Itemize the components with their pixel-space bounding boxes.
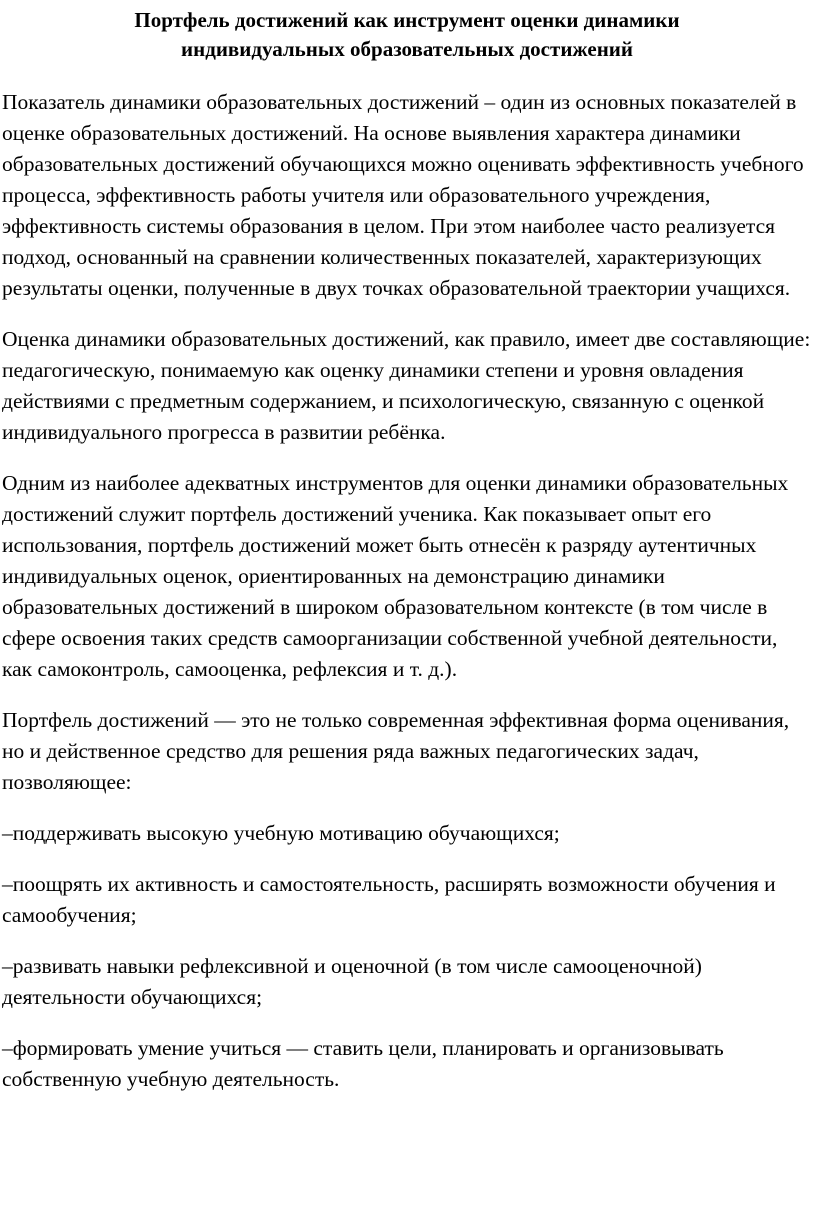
- list-item: –поощрять их активность и самостоятельность, расширять возможности обучения и самообучения;: [2, 872, 776, 927]
- paragraph-components: Оценка динамики образовательных достижений, как правило, имеет две составляющие: педагогическую, понимаемую как оценку динамики степени и уровня овладения действиями с предметным содержанием, и психологическую, связанную с оценкой индивидуального прогресса в развитии ребёнка.: [2, 327, 811, 444]
- list-item: –развивать навыки рефлексивной и оценочной (в том числе самооценочной) деятельности обучающихся;: [2, 954, 702, 1009]
- list-item: –поддерживать высокую учебную мотивацию обучающихся;: [2, 821, 560, 845]
- paragraph-portfolio-tool: Одним из наиболее адекватных инструментов для оценки динамики образовательных достижений служит портфель достижений ученика. Как показывает опыт его использования, портфель достижений может быть отнесён к разряду аутентичных индивидуальных оценок, ориентированных на демонстрацию динамики образовательных достижений в широком образовательном контексте (в том числе в сфере освоения таких средств самоорганизации собственной учебной деятельности, как самоконтроль, самооценка, рефлексия и т. д.).: [2, 471, 789, 681]
- list-item: –формировать умение учиться — ставить цели, планировать и организовывать собственную учебную деятельность.: [2, 1036, 724, 1091]
- title-line: индивидуальных образовательных достижений: [181, 37, 633, 61]
- document-title: [2, 6, 812, 64]
- title-line: Портфель достижений как инструмент оценки динамики: [134, 8, 680, 32]
- paragraph-intro: Показатель динамики образовательных достижений – один из основных показателей в оценке образовательных достижений. На основе выявления характера динамики образовательных достижений обучающихся можно оценивать эффективность учебного процесса, эффективность работы учителя или образовательного учреждения, эффективность системы образования в целом. При этом наиболее часто реализуется подход, основанный на сравнении количественных показателей, характеризующих результаты оценки, полученные в двух точках образовательной траектории учащихся.: [2, 90, 804, 300]
- paragraph-portfolio-form: Портфель достижений — это не только современная эффективная форма оценивания, но и действенное средство для решения ряда важных педагогических задач, позволяющее:: [2, 708, 790, 794]
